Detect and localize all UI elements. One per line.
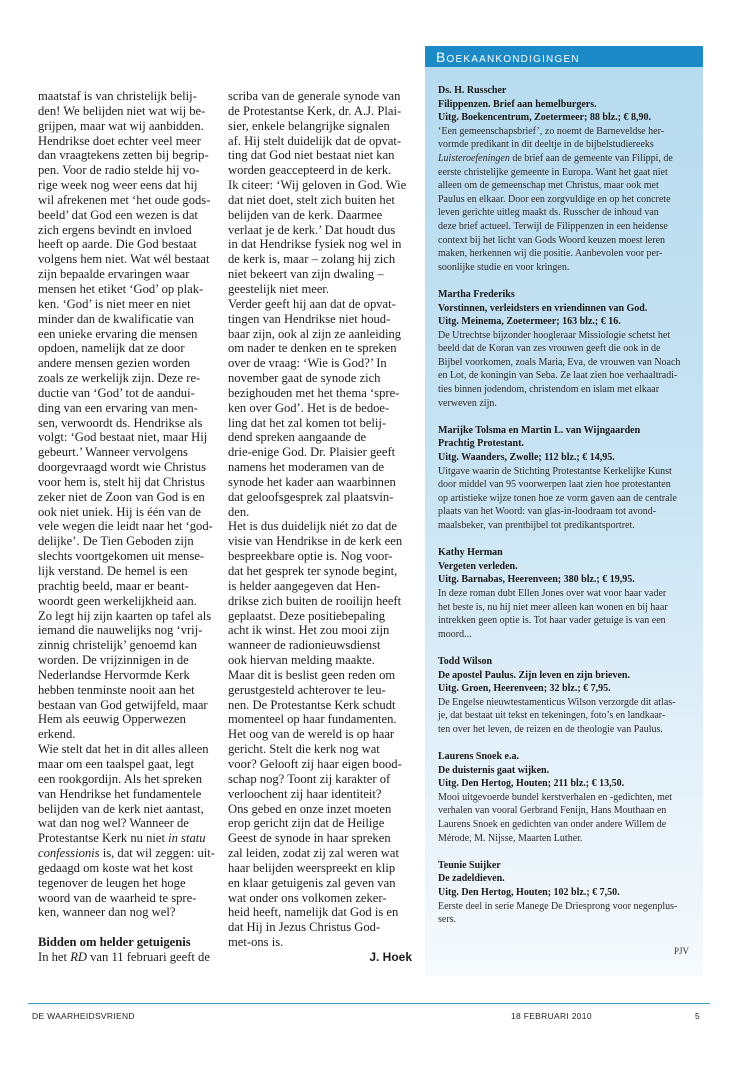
book-description-line: context bij het licht van Gods Woord keuzen moest leren [438,234,666,246]
book-description-line: je, dat bestaat uit tekst en tekeningen, foto’s en landkaar- [438,710,666,722]
footer-page-number: 5 [695,1011,701,1021]
text-line: woordt geen werkelijkheid aan. [38,593,197,608]
text-line: andere mensen gezien worden [38,356,191,371]
text-line: verloochent zij haar identiteit? [228,786,382,801]
book-description-line: deze brief actueel. Terwijl de Filippenzen in een heidense [438,220,668,232]
text-line: Verder geeft hij aan dat de opvat- [228,296,396,311]
text-line: minder dan de kwalificatie van [38,311,194,326]
text-line: pen. Voor de radio stelde hij vo- [38,163,200,178]
book-author: Todd Wilson [438,655,493,667]
book-description-line: moord... [438,628,472,640]
book-description-line: eerste christelijke gemeente in Europa. Want het gaat niet [438,166,668,178]
book-description-line: maalsbeker, van prentbijbel tot predikantsportret. [438,520,635,531]
book-entry [438,655,700,737]
text-line: november gaat de synode zich [228,371,381,386]
text-line: de kerk is, maar – zolang hij zich [228,252,396,267]
text-line: voor? Gelooft zij haar eigen bood- [228,756,402,771]
text-line: tegenover de leugen het hoge [38,875,186,890]
text-line: een unieke ervaring die mensen [38,326,198,341]
text-line: heeft op aarde. Die God bestaat [38,237,197,252]
text-line: zoals ze werkelijk zijn. Deze re- [38,371,201,386]
text-line: Hendrikse doet echter veel meer [38,133,201,148]
book-entry [438,859,700,927]
text-line: bestaan van God getwijfeld, maar [38,697,208,712]
text-line: Het is dus duidelijk niét zo dat de [228,519,397,534]
text-line: Maar dit is beslist geen reden om [228,667,396,682]
text-line: dat niet doet, stelt zich buiten het [228,192,395,207]
text-line: Hem als eeuwig Opperwezen [38,712,186,727]
article-author: J. Hoek [369,949,412,964]
text-line: ken. ‘God’ is niet meer en niet [38,296,191,311]
book-description-line: en Lot, de koningin van Seba. Ze laat zien hoe verhaaltradi- [438,370,678,382]
book-description-line: maken, herkennen wij die positie. Aanbevolen voor per- [438,248,663,260]
text-line: niet bekeert van zijn dwaling – [228,267,384,282]
text-line: dat geloofsgesprek zal plaatsvin- [228,489,394,504]
text-line: maatstaf is van christelijk belij- [38,89,197,103]
book-description-line: ten over het leven, de reizen en de theologie van Paulus. [438,723,663,735]
text-line: belijden van de kerk. Daarmee [228,207,383,222]
book-description-line: alleen om de gemeenschap met Christus, maar ook met [438,180,659,192]
text-line: beeld’ dat God een wezen is dat [38,207,198,222]
text-line: Zo legt hij zijn kaarten op tafel als [38,608,212,623]
book-description-line: Eerste deel in serie Manege De Driesprong voor negenplus- [438,900,678,912]
text-line: mensen het etiket ‘God’ op plak- [38,281,204,296]
text-line: zinnig christelijk’ genoemd kan [38,638,197,653]
text-line: tingen van Hendrikse niet houd- [228,311,391,326]
text-line: schap nog? Toont zij karakter of [228,771,391,786]
footer-divider [28,1003,710,1004]
text-line [38,920,216,935]
book-description-line: intrekken geen optie is. Tot haar vader getuige is van een [438,615,666,627]
text-line: Wie stelt dat het in dit alles alleen [38,742,209,757]
book-publisher: Uitg. Boekencentrum, Zoetermeer; 88 blz.; € 8,90. [438,112,651,124]
text-line: erkend. [38,727,76,742]
text-line: nen. De Protestantse Kerk schudt [228,697,396,712]
book-author: Teunie Suijker [438,859,501,871]
book-entry [438,750,700,845]
text-line: zeker niet de Zoon van God is en [38,489,205,504]
book-description-line: ‘Een gemeenschapsbrief’, zo noemt de Barneveldse her- [438,125,665,137]
text-line: woord van de waarheid te spre- [38,890,197,905]
text-line: gedaagd om koste wat het kost [38,860,193,875]
book-description-line: Mérode, M. Nijsse, Maarten Luther. [438,832,583,844]
text-line: ling dat het zal komen tot belij- [228,415,387,430]
text-line: bezighouden met het thema ‘spre- [228,385,400,400]
text-line: delijke’. De Tien Geboden zijn [38,534,194,549]
book-description-line: soonlijke studie en voor kringen. [438,261,570,273]
text-line: scriba van de generale synode van [228,89,401,103]
text-line: maar om een taalspel gaat, legt [38,756,194,771]
book-description-line: sers. [438,914,457,926]
text-line: en klaar getuigenis zal geven van [228,875,396,890]
book-announcements-box [425,46,703,976]
text-line: wanneer de radionieuwsdienst [228,638,381,653]
text-segment: is, dat wil zeggen: uit- [99,846,215,861]
text-line: acht ik winst. Het zou mooi zijn [228,623,390,638]
text-line: sen, verwoordt ds. Hendrikse als [38,415,203,430]
book-description-line: Bijbel voorkomen, zoals Maria, Eva, de vrouwen van Noach [438,356,681,368]
book-description-line: ties binnen jodendom, christendom en islam met elkaar [438,384,660,396]
text-line: haar belijden weerspreekt en klip [228,860,396,875]
book-description-line: door middel van 95 voorwerpen laat zien hoe protestanten [438,479,671,491]
book-title: De apostel Paulus. Zijn leven en zijn brieven. [438,669,630,681]
text-line: dat het gesprek ter synode begint, [228,564,398,578]
text-line [38,831,216,846]
text-line: Nederlandse Hervormde Kerk [38,667,190,682]
text-line: rige week nog weer eens dat hij [38,178,198,193]
text-line: zijn bepaalde ervaringen waar [38,267,190,282]
book-announcements-heading: Boekaankondigingen [425,46,703,67]
text-line: volgens hem niet. Wat wél bestaat [38,252,210,267]
text-line: opdoen, namelijk dat ze door [38,341,185,356]
text-line: om nader te denken en te spreken [228,341,397,356]
text-line: over de vraag: ‘Wie is God?’ In [228,356,387,371]
text-line: ken over God’. Het is de bedoe- [228,400,390,415]
book-description-line: Laurens Snoek en gedichten van onder andere Willem de [438,819,667,831]
text-line: verlaat je de kerk.’ Dat houdt dus [228,222,396,237]
book-description-line: beeld dat de Koran van zes vrouwen geeft die ook in de [438,343,661,355]
book-description-line: verhalen van vooral Gerbrand Fenijn, Hans Mouthaan en [438,805,667,817]
text-line [38,950,216,965]
text-line: ductie van ‘God’ tot de aandui- [38,385,195,400]
text-segment: in statu [168,831,206,846]
footer-date: 18 FEBRUARI 2010 [511,1011,592,1021]
text-line: gerustgesteld achterover te leu- [228,682,386,697]
book-title: Prachtig Protestant. [438,438,524,450]
text-line: lijk verstand. De hemel is een [38,564,188,578]
text-line: is helder aangegeven dat Hen- [228,578,381,593]
book-title: Vorstinnen, verleidsters en vriendinnen van God. [438,302,648,314]
book-author: Martha Frederiks [438,288,515,300]
book-publisher: Uitg. Barnabas, Heerenveen; 380 blz.; € 19,95. [438,574,635,586]
text-line: volgt: ‘God bestaat niet, maar Hij [38,430,208,445]
book-description-line [438,152,700,166]
text-line: een rookgordijn. Als het spreken [38,771,203,786]
text-line: Het oog van de wereld is op haar [228,727,395,742]
book-description-line: verweven zijn. [438,397,497,409]
text-line: prachtig beeld, maar er beant- [38,578,189,593]
book-title: De zadeldieven. [438,873,505,885]
text-line: ken, wanneer dan nog wel? [38,905,176,920]
text-line: hebben tenminste nooit aan het [38,682,195,697]
text-line: den. [228,504,250,519]
book-description-line: Paulus en elkaar. Door een zorgvuldige en op het concrete [438,193,671,205]
text-segment: Bidden om helder getuigenis [38,935,191,950]
text-line: sier, enkele belangrijke signalen [228,118,390,133]
text-line: den! We belijden niet wat wij be- [38,103,206,118]
text-line: dat Hij in Jezus Christus God- [228,920,381,935]
text-line: drikse zich buiten de rooilijn heeft [228,593,402,608]
text-line: visie van Hendrikse in de kerk een [228,534,403,549]
text-line: van Hendrikse het fundamentele [38,786,202,801]
book-entry [438,84,700,274]
book-publisher: Uitg. Meinema, Zoetermeer; 163 blz.; € 16. [438,316,621,328]
text-line: voor hem is, stelt hij dat Christus [38,474,205,489]
article-column-1 [38,89,216,965]
book-title: Vergeten verleden. [438,560,518,572]
sidebar-signature: PJV [673,946,689,956]
book-title: De duisternis gaat wijken. [438,764,550,776]
text-line: Ons gebed en onze inzet moeten [228,801,392,816]
text-line: wat dan nog wel? Wanneer de [38,816,189,831]
book-author: Ds. H. Russcher [438,85,507,96]
text-line: namens het moderamen van de [228,460,384,475]
text-line: ook niet uniek. Hij is één van de [38,504,201,519]
book-description-line: vormde predikant in dit deeltje in de bijbelstudiereeks [438,139,654,151]
book-author: Kathy Herman [438,547,503,559]
text-segment: de brief aan de gemeente van Filippi, de [509,152,673,164]
book-author: Laurens Snoek e.a. [438,751,519,763]
text-line: Ik citeer: ‘Wij geloven in God. Wie [228,178,407,193]
book-list [438,84,700,940]
text-line: baar zijn, ook al zijn ze aanleiding [228,326,402,341]
text-line: slechts voortgekomen uit mense- [38,549,205,564]
text-segment: Luisteroefeningen [438,152,510,164]
text-line: dan vraagtekens zetten bij begrip- [38,148,209,163]
text-line: synode het kader aan waarbinnen [228,474,396,489]
text-line: doorgevraagd wordt wie Christus [38,460,207,475]
text-segment: RD [70,949,87,964]
book-author: Marijke Tolsma en Martin L. van Wijngaarden [438,424,641,436]
text-line: Geest de synode in haar spreken [228,831,391,846]
book-description-line: In deze roman dubt Ellen Jones over wat voor haar vader [438,587,667,599]
text-line: ook hiervan melding maakte. [228,653,375,668]
text-line: belijden van de kerk niet aantast, [38,801,204,816]
text-line: grijpen, maar wat wij aanbidden. [38,118,204,133]
article-column-2 [228,89,412,965]
text-line: af. Hij stelt duidelijk dat de opvat- [228,133,402,148]
text-line: bespreekbare optie is. Nog voor- [228,549,393,564]
text-line: zal leiden, zodat zij zal weren wat [228,846,399,861]
text-line: geestelijk niet meer. [228,281,330,296]
text-line: in dat Hendrikse fysiek nog wel in [228,237,402,252]
text-line: erop gericht zijn dat de Heilige [228,816,385,831]
text-line: momenteel op haar fundamenten. [228,712,397,727]
text-line: worden geaccepteerd in de kerk. [228,163,392,178]
text-line: worden. De vrijzinnigen in de [38,653,189,668]
text-line: gericht. Stelt die kerk nog wat [228,742,380,757]
book-description-line: leven gerichte uitleg maakt ds. Russcher de inhoud van [438,207,659,219]
footer-magazine-name: DE WAARHEIDSVRIEND [32,1011,135,1021]
text-line: zich ergens bevindt en invloed [38,222,192,237]
text-line: gebeurt.’ Wanneer vervolgens [38,445,188,460]
book-publisher: Uitg. Groen, Heerenveen; 32 blz.; € 7,95. [438,683,611,695]
text-segment: Protestantse Kerk nu niet [38,831,169,846]
text-line: de Protestantse Kerk, dr. A.J. Plai- [228,103,402,118]
text-line: met-ons is. [228,935,284,950]
text-line: ding van een ervaring van men- [38,400,198,415]
book-publisher: Uitg. Waanders, Zwolle; 112 blz.; € 14,95. [438,452,615,464]
book-entry [438,288,700,410]
book-description-line: De Utrechtse bijzonder hoogleraar Missiologie schetst het [438,329,671,341]
book-description-line: Uitgave waarin de Stichting Protestantse Kerkelijke Kunst [438,465,672,477]
text-segment: In het [38,949,71,964]
book-entry [438,546,700,641]
book-description-line: De Engelse nieuwtestamenticus Wilson verzorgde dit atlas- [438,696,676,708]
book-publisher: Uitg. Den Hertog, Houten; 211 blz.; € 13,50. [438,778,625,790]
text-line: heid heeft, namelijk dat God is en [228,905,399,920]
text-line [38,935,216,950]
book-description-line: plaats van het Woord: van glas-in-loodraam tot avond- [438,506,657,518]
book-description-line: op artistieke wijze tonen hoe ze vorm gaven aan de centrale [438,492,677,504]
book-publisher: Uitg. Den Hertog, Houten; 102 blz.; € 7,50. [438,887,620,899]
book-title: Filippenzen. Brief aan hemelburgers. [438,98,597,110]
text-line: drie-enige God. Dr. Plaisier geeft [228,445,396,460]
text-line: wil afrekenen met ‘het oude gods- [38,192,211,207]
text-line: vele wegen die leidt naar het ‘god- [38,519,213,534]
book-description-line: het beste is, nu hij niet meer alleen kan wonen en bij haar [438,601,668,613]
text-segment: confessionis [38,846,100,861]
book-entry [438,424,700,533]
text-segment: van 11 februari geeft de [86,949,210,964]
text-line [38,846,216,861]
book-description-line: Mooi uitgevoerde bundel kerstverhalen en -gedichten, met [438,791,673,803]
text-line: wat onder ons volkomen zeker- [228,890,387,905]
text-line: geplaatst. Deze positiebepaling [228,608,386,623]
text-line: ting dat God niet bestaat niet kan [228,148,395,163]
text-line: iemand die nauwelijks nog ‘vrij- [38,623,203,638]
text-line: dend spreken aangaande de [228,430,367,445]
